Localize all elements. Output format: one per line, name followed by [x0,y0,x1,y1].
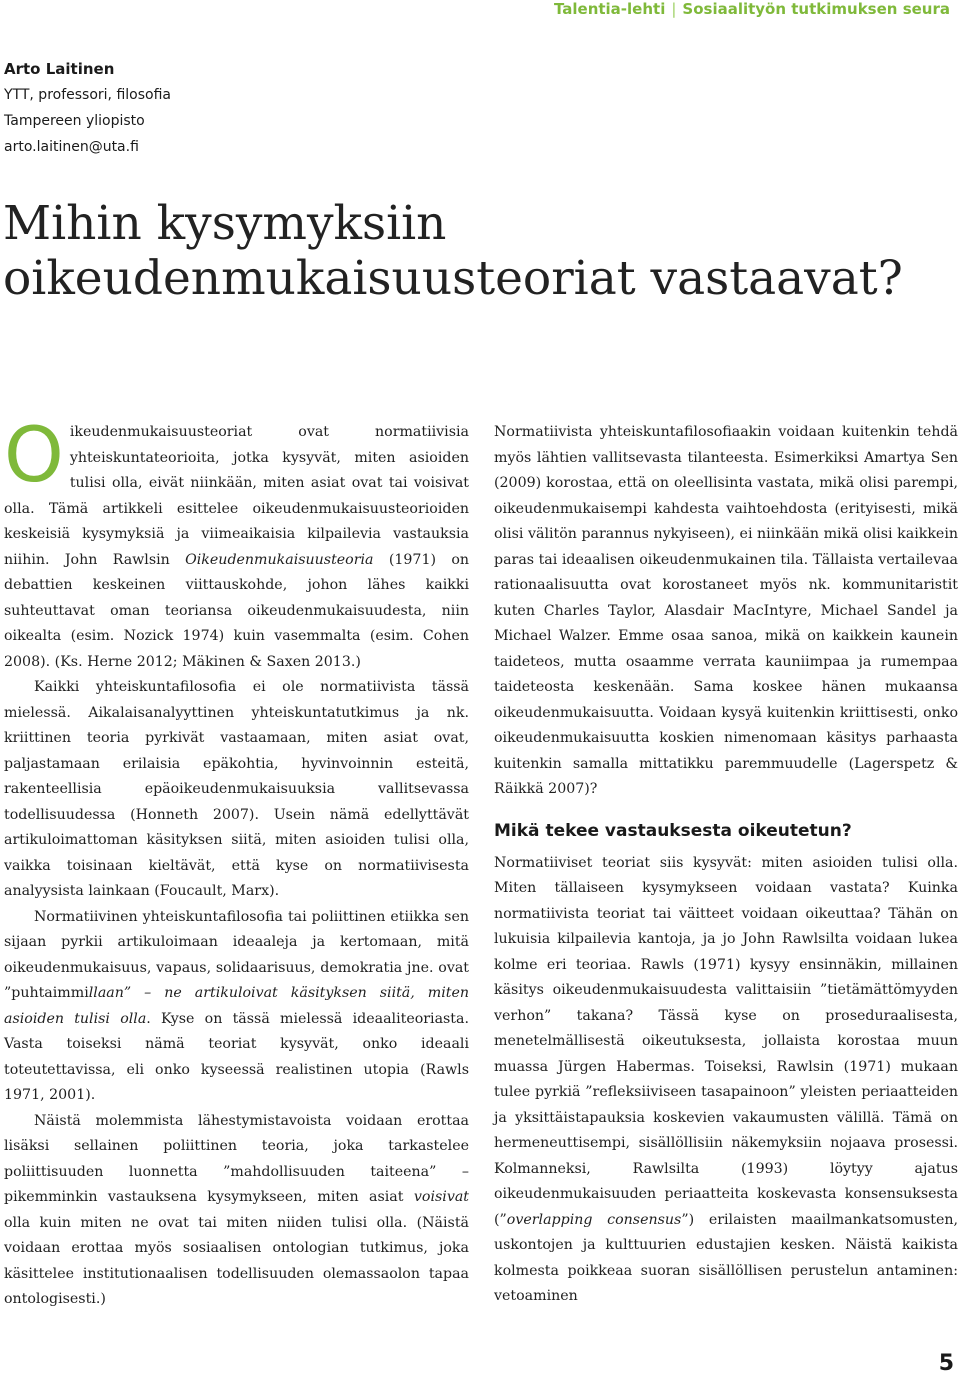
author-title: YTT, professori, filosofia [4,87,171,103]
right-paragraph-2 [494,851,958,1310]
paragraph-3-end: . Kyse on tässä mielessä ideaaliteoriasta. Vasta toiseksi nämä teoriat kysyvät, onko ideaali toteutettavissa, eli onko kyseessä realistinen utopia (Rawls 1971, 2001). [4,1010,469,1103]
drop-cap: O [4,410,64,499]
right-paragraph-2-text: Normatiiviset teoriat siis kysyvät: miten asioiden tulisi olla. Miten tällaiseen kysymykseen voidaan vastata? Kuinka normatiivista teoriat tai väitteet voidaan oikeuttaa? Tähän on lukuisia kilpailevia kantoja, ja jo John Rawlsilta voidaan lukea kolme eri teoriaa. Rawls (1971) kysyy ensinnäkin, millainen käsitys oikeudenmukaisuudesta valittaisiin ”tietämättömyyden verhon” takana? Tässä kyse on proseduraalisesta, menetelmällisestä oikeutuksesta, jollaista korostaa muun muassa Jürgen Habermas. Toiseksi, Rawlsin (1971) mukaan tulee pyrkiä ”refleksiiviseen tasapainoon” yleisten periaatteiden ja yksittäistapauksia koskevien vakaumusten välillä. Tämä on hermeneuttisempi, sisällöllisiin näkemyksiin nojaava prosessi. Kolmanneksi, Rawlsilta (1993) löytyy ajatus oikeudenmukaisuuden periaatteita koskevasta konsensuksesta (” [494,854,958,1228]
paragraph-2: Kaikki yhteiskuntafilosofia ei ole normatiivista tässä mielessä. Aikalaisanalyyttinen yhteiskuntatutkimus ja nk. kriittinen teoria pyrkivät vastaamaan, miten asiat ovat, paljastamaan erilaisia epäkohtia, hyvinvoinnin esteitä, rakenteellisia epäoikeudenmukaisuuksia vallitsevassa todellisuudessa (Honneth 2007). Usein nämä edellyttävät artikuloimattoman käsityksen siitä, miten asioiden tulisi olla, vaikka toisinaan kieltävät, että kyse on normatiivisesta analyysista lainkaan (Foucault, Marx). [4,679,469,899]
header-separator: | [671,0,677,18]
intro-text-end: (1971) on debattien keskeinen viittauskohde, johon lähes kaikki suhteuttavat oman teoriansa oikeudenmukaisuudesta, niin oikealta (esim. Nozick 1974) kuin vasemmalta (esim. Cohen 2008). (Ks. Herne 2012; Mäkinen & Saxen 2013.) [4,551,470,670]
author-email: arto.laitinen@uta.fi [4,139,139,155]
right-paragraph-2-italic: overlapping consensus [506,1211,682,1228]
book-title: Oikeudenmukaisuusteoria [185,551,374,568]
paragraph-3 [4,905,469,1109]
right-column [494,420,958,1310]
paragraph-3-text: Normatiivinen yhteiskuntafilosofia tai poliittinen etiikka sen sijaan pyrkii artikuloimaan ideaaleja ja kertomaan, mitä oikeudenmukaisuus, vapaus, solidaarisuus, demokratia jne. ovat ”puhtaimmi [4,908,469,1001]
left-column [4,410,470,1313]
author-name: Arto Laitinen [4,60,115,78]
right-paragraph-1: Normatiivista yhteiskuntafilosofiaakin voidaan kuitenkin tehdä myös lähtien vallitsevasta tilanteesta. Esimerkiksi Amartya Sen (2009) korostaa, että on oleellisinta vastata, mikä olisi parempi, oikeudenmukaisempi kahdesta vaihtoehdosta (erityisesti, mikä olisi välitön parannus nykyiseen), ei niinkään mikä olisi kaikkein paras tai ideaalisen oikeudenmukainen tila. Tällaista vertailevaa rationaalisuutta ovat korostaneet myös nk. kommunitaristit kuten Charles Taylor, Alasdair MacIntyre, Michael Sandel ja Michael Walzer. Emme osaa sanoa, mikä on kaikkein kaunein taideteos, mutta osaamme verrata kauniimpaa ja rumempaa taideteosta keskenään. Sama koskee hänen mukaansa oikeudenmukaisuutta. Voidaan kysyä kuitenkin kriittisesti, onko oikeudenmukaisuutta koskien nimenomaan käsitys parhaasta kuitenkin samalla mittatikku paremmuudelle (Lagerspetz & Räikkä 2007)? [494,424,958,797]
intro-text: ikeudenmukaisuusteoriat ovat normatiivisia yhteiskuntateorioita, jotka kysyvät, miten asioiden tulisi olla, eivät niinkään, miten asiat ovat tai voisivat olla. Tämä artikkeli esittelee oikeudenmukaisuusteorioiden keskeisiä kysymyksiä ja viimeaikaisia kilpailevia vastauksia niihin. John Rawlsin [4,424,469,568]
intro-paragraph [4,410,470,675]
section-heading: Mikä tekee vastauksesta oikeutetun? [494,820,852,841]
article-title: Mihin kysymyksiin oikeudenmukaisuusteoriat vastaavat? [3,196,903,306]
society-name: Sosiaalityön tutkimuksen seura [682,0,950,18]
journal-name: Talentia-lehti [553,0,666,18]
paragraph-4-text: Näistä molemmista lähestymistavoista voidaan erottaa lisäksi sellainen poliittinen teoria, joka tarkastelee poliittisuuden luonnetta ”mahdollisuuden taiteena” – pikemminkin vastauksena kysymykseen, miten asiat [4,1112,469,1205]
paragraph-3-italic: llaan” – ne artikuloivat käsityksen siitä, miten asioiden tulisi olla [4,985,469,1027]
page-number: 5 [938,1351,954,1376]
paragraph-4-italic: voisivat [413,1189,469,1205]
right-paragraph-2-end: ”) erilaisten maailmankatsomusten, uskontojen ja kulttuurien edustajien kesken. Näistä kaikista kolmesta poikkeaa suoran sisällöllisen perustelun antaminen: vetoaminen [494,1211,958,1304]
paragraph-4-end: olla kuin miten ne ovat tai miten niiden tulisi olla. (Näistä voidaan erottaa myös sosiaalisen ontologian tutkimus, joka käsittelee institutionaalisen todellisuuden olemassaolon tapaa ontologisesti.) [4,1214,469,1307]
running-header [554,0,950,20]
author-block [4,56,404,160]
author-affiliation: Tampereen yliopisto [4,113,145,129]
paragraph-4 [4,1109,469,1313]
